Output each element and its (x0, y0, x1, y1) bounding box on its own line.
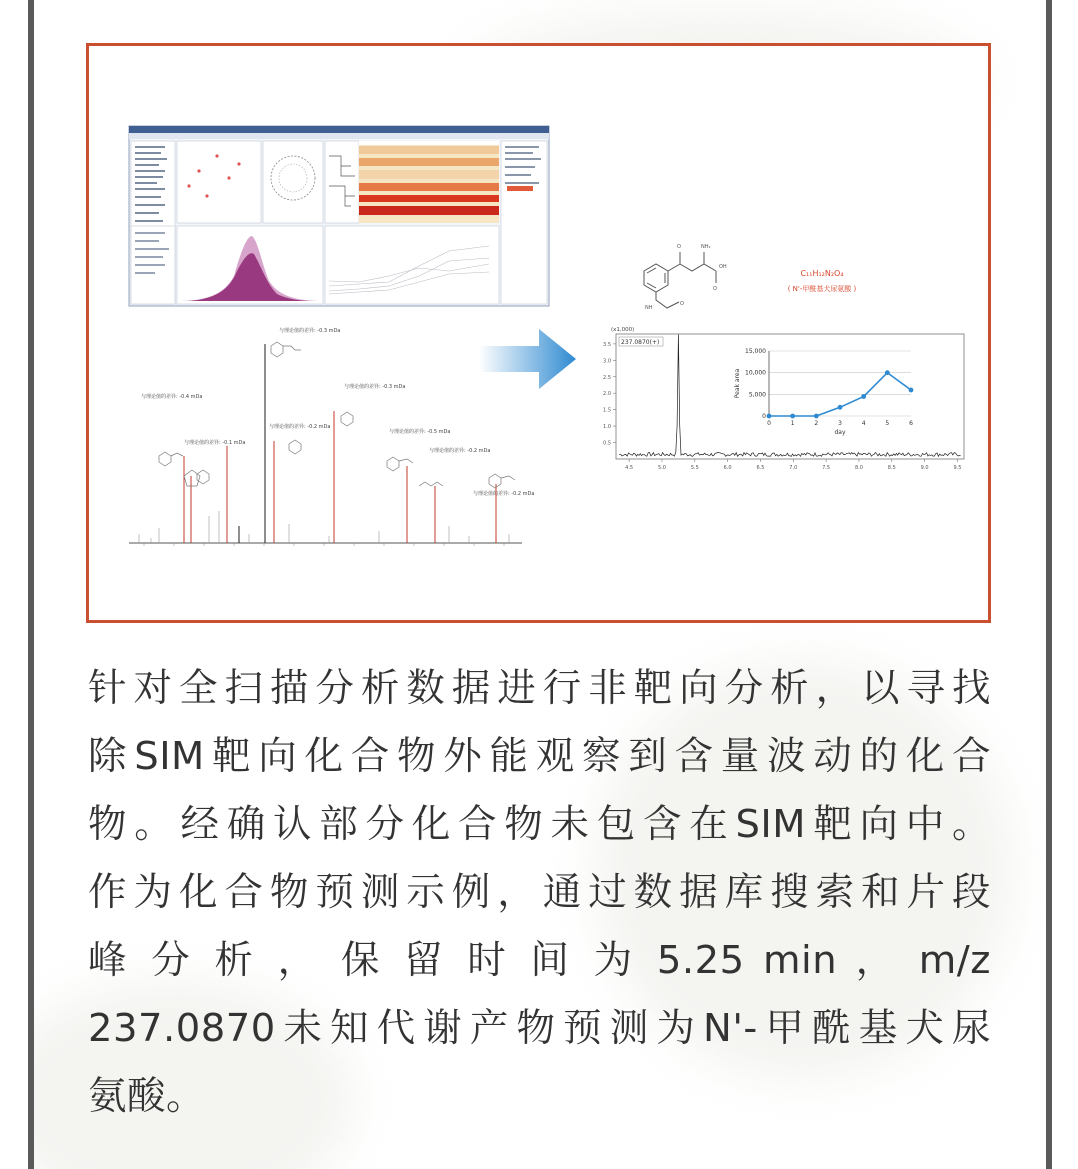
x-tick-label: 1 (790, 420, 795, 427)
x-tick-label: 5.5 (690, 465, 699, 471)
spectrum-annotation: 与理论值的差异: -0.2 mDa (269, 424, 331, 430)
y-tick-label: 3.5 (603, 341, 611, 348)
svg-text:O: O (713, 286, 717, 292)
x-tick-label: 7.0 (789, 465, 798, 471)
y-tick-label: 3.0 (603, 358, 611, 365)
y-tick-label: 15,000 (745, 348, 766, 355)
y-tick-label: 1.5 (603, 407, 611, 414)
mass-label: 237.0870(+) (621, 339, 660, 346)
spectrum-annotation: 与理论值的差异: -0.2 mDa (429, 448, 491, 454)
compound-formula: C₁₁H₁₂N₂O₄ (800, 269, 844, 278)
heatmap (359, 141, 499, 223)
svg-text:O: O (680, 301, 684, 307)
caption-line: 237.0870未知代谢产物预测为N'-甲酰基犬尿 (88, 1006, 991, 1051)
data-point (767, 414, 772, 419)
y-tick-label: 2.0 (603, 391, 611, 398)
y-tick-label: 0.5 (603, 440, 611, 447)
figure-frame (86, 43, 991, 623)
svg-text:O: O (677, 244, 681, 250)
x-tick-label: 9.5 (953, 465, 962, 471)
x-tick-label: 5 (885, 420, 890, 427)
y-tick-label: 5,000 (748, 391, 766, 399)
x-tick-label: 9.0 (920, 465, 929, 471)
caption-line: 氨酸。 (88, 1074, 206, 1119)
left-border (28, 0, 34, 1169)
caption-line: 物。经确认部分化合物未包含在SIM靶向中。 (88, 802, 991, 847)
svg-text:NH₂: NH₂ (701, 244, 711, 250)
x-tick-label: 8.5 (887, 465, 896, 471)
data-point (885, 370, 890, 375)
x-tick-label: 4 (861, 420, 866, 427)
data-point (838, 405, 843, 410)
analysis-figure (89, 46, 988, 620)
compound-name: ( N'-甲酰基犬尿氨酸 ) (787, 285, 857, 293)
y-tick-label: 1.0 (603, 424, 611, 431)
x-tick-label: 3 (838, 420, 842, 427)
spectrum-annotation: 与理论值的差异: -0.4 mDa (141, 394, 203, 400)
caption-line: 针对全扫描分析数据进行非靶向分析，以寻找 (88, 666, 991, 711)
x-tick-label: 4.5 (625, 465, 634, 471)
x-tick-label: 0 (767, 420, 771, 427)
y-tick-label: 2.5 (603, 374, 611, 381)
x-tick-label: 5.0 (657, 465, 666, 471)
x-tick-label: 6.0 (723, 465, 732, 471)
x-tick-label: 6 (909, 420, 913, 427)
caption-line: 作为化合物预测示例，通过数据库搜索和片段 (88, 870, 991, 915)
caption-line: 除SIM靶向化合物外能观察到含量波动的化合 (88, 734, 991, 779)
x-tick-label: 6.5 (756, 465, 765, 471)
x-axis-label: day (834, 429, 846, 436)
data-point (790, 414, 795, 419)
x1000-label: (x1,000) (611, 327, 635, 333)
svg-text:NH: NH (645, 305, 653, 311)
software-screenshot (129, 126, 549, 306)
data-point (814, 414, 819, 419)
molecule-structure (644, 252, 716, 308)
mass-spectrum (129, 327, 534, 546)
caption-line: 峰 分 析 ， 保 留 时 间 为 5.25 min ， m/z (88, 938, 991, 983)
peak-area-chart (729, 342, 919, 442)
spectrum-annotation: 与理论值的差异: -0.1 mDa (184, 440, 246, 446)
x-tick-label: 2 (814, 420, 819, 427)
spectrum-annotation: 与理论值的差异: -0.3 mDa (344, 384, 406, 390)
x-tick-label: 8.0 (854, 465, 863, 471)
y-axis-label: Peak area (734, 368, 741, 399)
spectrum-annotation: 与理论值的差异: -0.2 mDa (473, 491, 535, 497)
spectrum-annotation: 与理论值的差异: -0.5 mDa (389, 429, 451, 435)
arrow-icon (479, 329, 576, 389)
caption-text (88, 655, 991, 1131)
y-tick-label: 10,000 (745, 369, 766, 377)
x-tick-label: 7.5 (822, 465, 831, 471)
data-point (909, 388, 914, 393)
y-tick-label: 0 (762, 413, 766, 420)
spectrum-annotation: 与理论值的差异: -0.3 mDa (279, 328, 341, 334)
svg-text:OH: OH (719, 264, 727, 270)
data-point (861, 394, 866, 399)
right-border (1046, 0, 1052, 1169)
